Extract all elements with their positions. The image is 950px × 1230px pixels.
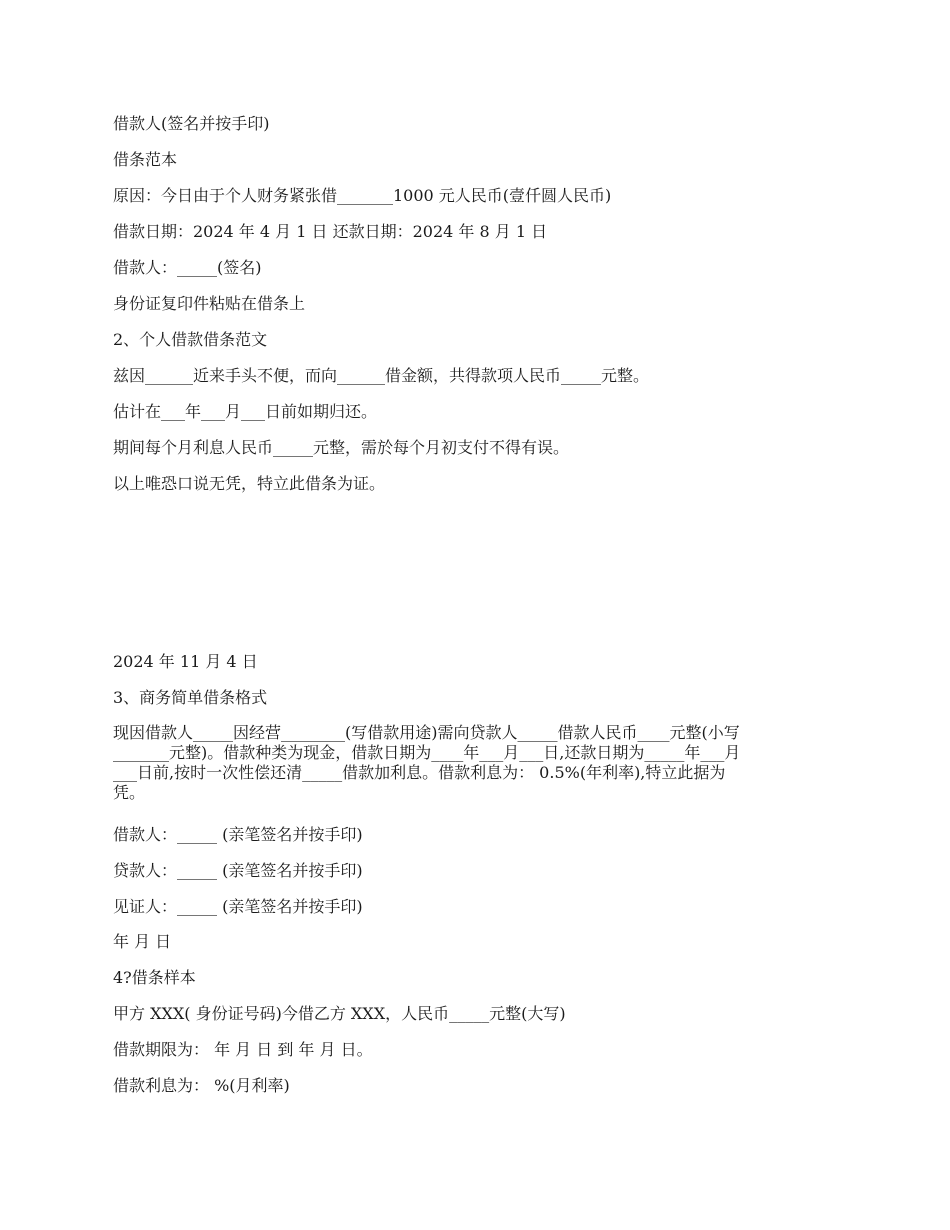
interest-line: 期间每个月利息人民币_____元整，需於每个月初支付不得有误。: [113, 438, 570, 457]
section-heading-template: 4?借条样本: [113, 968, 196, 987]
loan-term-line: 借款期限为： 年 月 日 到 年 月 日。: [113, 1040, 373, 1059]
paragraph-row: 现因借款人_____因经营________(写借款用途)需向贷款人_____借款人民币____元整(小写: [113, 723, 740, 742]
section-heading-business: 3、商务简单借条格式: [113, 688, 268, 707]
reason-line: 原因：今日由于个人财务紧张借_______1000 元人民币(壹仟圆人民币): [113, 186, 612, 205]
loan-dates-line: 借款日期：2024 年 4 月 1 日 还款日期：2024 年 8 月 1 日: [113, 222, 548, 241]
section-heading-personal: 2、个人借款借条范文: [113, 330, 268, 349]
repayment-date-line: 估计在___年___月___日前如期归还。: [113, 402, 378, 421]
document-date: 2024 年 11 月 4 日: [113, 652, 258, 671]
section-heading-sample: 借条范本: [113, 150, 178, 169]
lender-signature-line: 贷款人：_____ (亲笔签名并按手印): [113, 861, 363, 880]
borrower-signature-line: 借款人：_____(签名): [113, 258, 262, 277]
date-placeholder-line: 年 月 日: [113, 932, 172, 951]
witness-signature-line: 见证人：_____ (亲笔签名并按手印): [113, 897, 363, 916]
id-copy-note: 身份证复印件粘贴在借条上: [113, 294, 306, 313]
paragraph-row: ___日前,按时一次性偿还清_____借款加利息。借款利息为： 0.5%(年利率),特立此据为: [113, 763, 726, 782]
borrower-signature-line: 借款人：_____ (亲笔签名并按手印): [113, 825, 363, 844]
personal-loan-body-line: 兹因______近来手头不便，而向______借金额，共得款项人民币_____元整。: [113, 366, 650, 385]
paragraph-row: _______元整)。借款种类为现金，借款日期为____年___月___日,还款日期为_____年___月: [113, 743, 741, 762]
business-loan-paragraph: [113, 723, 841, 803]
paragraph-row: 凭。: [113, 783, 146, 802]
closing-statement-line: 以上唯恐口说无凭，特立此借条为证。: [113, 474, 386, 493]
party-a-line: 甲方 XXX( 身份证号码)今借乙方 XXX，人民币_____元整(大写): [113, 1004, 566, 1023]
signature-note: 借款人(签名并按手印): [113, 114, 270, 133]
monthly-interest-line: 借款利息为： %(月利率): [113, 1076, 290, 1095]
